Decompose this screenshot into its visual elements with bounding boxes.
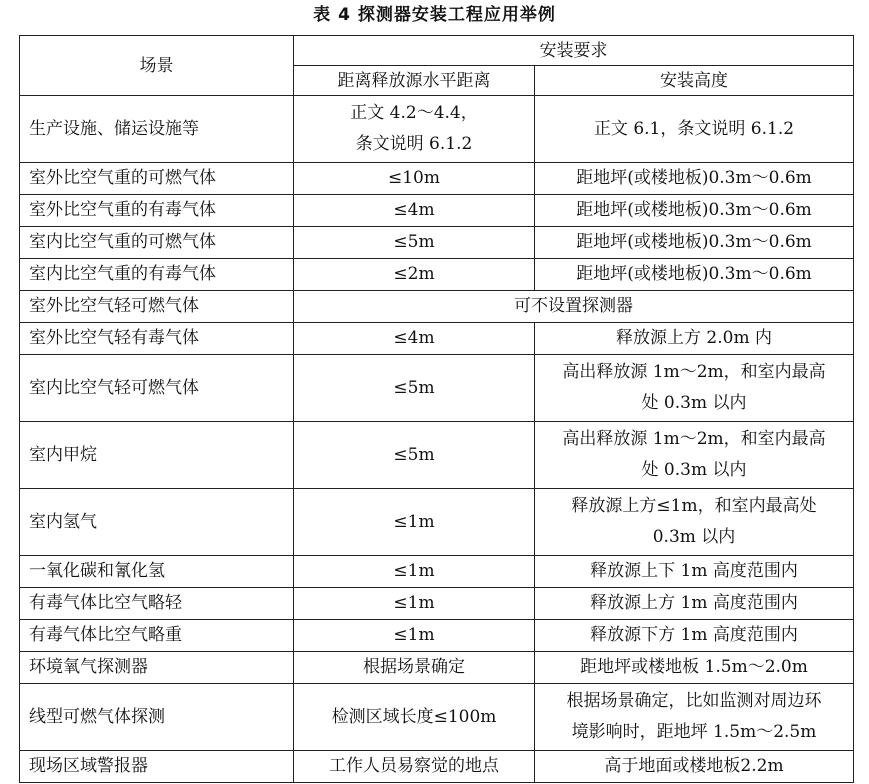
cell-height bbox=[535, 163, 854, 195]
cell-scene: 室内比空气重的可燃气体 bbox=[20, 227, 294, 259]
detector-installation-table bbox=[19, 35, 854, 783]
header-scene: 场景 bbox=[20, 36, 294, 96]
table-row bbox=[20, 163, 854, 195]
cell-height bbox=[535, 751, 854, 783]
cell-height bbox=[535, 323, 854, 355]
cell-height-line: 释放源上方 1m 高度范围内 bbox=[590, 593, 798, 613]
cell-scene: 线型可燃气体探测 bbox=[20, 684, 294, 751]
cell-distance-line: ≤2m bbox=[393, 264, 435, 284]
cell-distance bbox=[294, 422, 535, 489]
cell-distance bbox=[294, 751, 535, 783]
cell-distance-line: 根据场景确定 bbox=[363, 657, 465, 677]
cell-height-line: 距地坪(或楼地板)0.3m～0.6m bbox=[576, 232, 812, 252]
cell-scene: 室内氢气 bbox=[20, 489, 294, 556]
cell-height-line: 高于地面或楼地板2.2m bbox=[604, 756, 784, 776]
cell-distance-line: ≤5m bbox=[393, 377, 435, 398]
cell-scene: 室外比空气重的有毒气体 bbox=[20, 195, 294, 227]
cell-distance-line: ≤4m bbox=[393, 328, 435, 348]
table-row bbox=[20, 227, 854, 259]
cell-distance-line: ≤5m bbox=[393, 444, 435, 465]
table-row bbox=[20, 96, 854, 163]
cell-distance bbox=[294, 227, 535, 259]
cell-distance-line: 正文 4.2～4.4， bbox=[350, 103, 478, 123]
cell-height-line: 释放源上方 2.0m 内 bbox=[616, 328, 772, 348]
cell-distance-line: ≤1m bbox=[393, 561, 435, 581]
cell-height bbox=[535, 227, 854, 259]
cell-height-line: 释放源上方≤1m，和室内最高处 bbox=[571, 496, 817, 516]
cell-height-line: 距地坪(或楼地板)0.3m～0.6m bbox=[576, 168, 812, 188]
cell-distance bbox=[294, 259, 535, 291]
cell-scene: 室内比空气轻可燃气体 bbox=[20, 355, 294, 422]
cell-height bbox=[535, 652, 854, 684]
cell-distance bbox=[294, 323, 535, 355]
cell-scene: 现场区域警报器 bbox=[20, 751, 294, 783]
table-row bbox=[20, 556, 854, 588]
cell-height bbox=[535, 422, 854, 489]
table-row bbox=[20, 620, 854, 652]
cell-scene: 有毒气体比空气略重 bbox=[20, 620, 294, 652]
header-distance: 距离释放源水平距离 bbox=[294, 66, 535, 96]
cell-distance bbox=[294, 620, 535, 652]
cell-distance bbox=[294, 195, 535, 227]
cell-height-line: 根据场景确定，比如监测对周边环 bbox=[566, 691, 822, 711]
cell-scene: 生产设施、储运设施等 bbox=[20, 96, 294, 163]
table-row bbox=[20, 291, 854, 323]
cell-height-line: 释放源下方 1m 高度范围内 bbox=[590, 625, 798, 645]
cell-distance-line: ≤10m bbox=[388, 168, 440, 188]
cell-height-line: 高出释放源 1m～2m，和室内最高 bbox=[562, 362, 826, 382]
cell-distance bbox=[294, 163, 535, 195]
cell-height bbox=[535, 620, 854, 652]
table-row bbox=[20, 684, 854, 751]
table-row bbox=[20, 588, 854, 620]
cell-distance bbox=[294, 355, 535, 422]
cell-distance bbox=[294, 588, 535, 620]
header-row-top bbox=[20, 36, 854, 66]
cell-distance-line: 工作人员易察觉的地点 bbox=[329, 756, 499, 776]
table-body bbox=[20, 96, 854, 783]
cell-scene: 环境氧气探测器 bbox=[20, 652, 294, 684]
cell-height bbox=[535, 259, 854, 291]
cell-scene: 室内甲烷 bbox=[20, 422, 294, 489]
cell-height-line: 距地坪(或楼地板)0.3m～0.6m bbox=[576, 264, 812, 284]
table-caption: 表 4 探测器安装工程应用举例 bbox=[313, 5, 556, 25]
cell-height-line: 释放源上下 1m 高度范围内 bbox=[590, 561, 798, 581]
cell-scene: 有毒气体比空气略轻 bbox=[20, 588, 294, 620]
cell-height bbox=[535, 588, 854, 620]
cell-scene: 室外比空气轻有毒气体 bbox=[20, 323, 294, 355]
cell-distance-line: ≤4m bbox=[393, 200, 435, 220]
cell-distance-line: ≤1m bbox=[393, 511, 435, 532]
header-install-requirements: 安装要求 bbox=[294, 36, 854, 66]
cell-height-line: 0.3m 以内 bbox=[652, 527, 736, 547]
cell-height-line: 距地坪或楼地板 1.5m～2.0m bbox=[580, 657, 808, 677]
cell-height bbox=[535, 96, 854, 163]
cell-distance-line: ≤5m bbox=[393, 232, 435, 252]
cell-distance bbox=[294, 556, 535, 588]
cell-height bbox=[535, 355, 854, 422]
header-height: 安装高度 bbox=[535, 66, 854, 96]
cell-height-line: 处 0.3m 以内 bbox=[641, 393, 747, 413]
table-row bbox=[20, 195, 854, 227]
cell-distance bbox=[294, 489, 535, 556]
cell-height-line: 正文 6.1，条文说明 6.1.2 bbox=[593, 118, 795, 139]
cell-height bbox=[535, 556, 854, 588]
cell-height-line: 距地坪(或楼地板)0.3m～0.6m bbox=[576, 200, 812, 220]
table-row bbox=[20, 323, 854, 355]
cell-distance-line: ≤1m bbox=[393, 593, 435, 613]
cell-distance bbox=[294, 652, 535, 684]
cell-distance-line: ≤1m bbox=[393, 625, 435, 645]
cell-distance-line: 检测区域长度≤100m bbox=[331, 706, 497, 727]
table-row bbox=[20, 259, 854, 291]
table-row bbox=[20, 652, 854, 684]
cell-height-line: 境影响时，距地坪 1.5m～2.5m bbox=[571, 722, 817, 742]
cell-height-line: 处 0.3m 以内 bbox=[641, 460, 747, 480]
cell-distance bbox=[294, 96, 535, 163]
cell-height bbox=[535, 684, 854, 751]
cell-scene: 室外比空气轻可燃气体 bbox=[20, 291, 294, 323]
table-row bbox=[20, 422, 854, 489]
cell-scene: 室内比空气重的有毒气体 bbox=[20, 259, 294, 291]
table-row bbox=[20, 751, 854, 783]
table-row bbox=[20, 355, 854, 422]
table-row bbox=[20, 489, 854, 556]
cell-height bbox=[535, 195, 854, 227]
cell-height-line: 高出释放源 1m～2m，和室内最高 bbox=[562, 429, 826, 449]
cell-distance bbox=[294, 684, 535, 751]
cell-scene: 室外比空气重的可燃气体 bbox=[20, 163, 294, 195]
cell-height bbox=[535, 489, 854, 556]
cell-scene: 一氧化碳和氰化氢 bbox=[20, 556, 294, 588]
cell-distance-line: 条文说明 6.1.2 bbox=[355, 134, 473, 154]
cell-merged-requirement: 可不设置探测器 bbox=[294, 291, 854, 323]
